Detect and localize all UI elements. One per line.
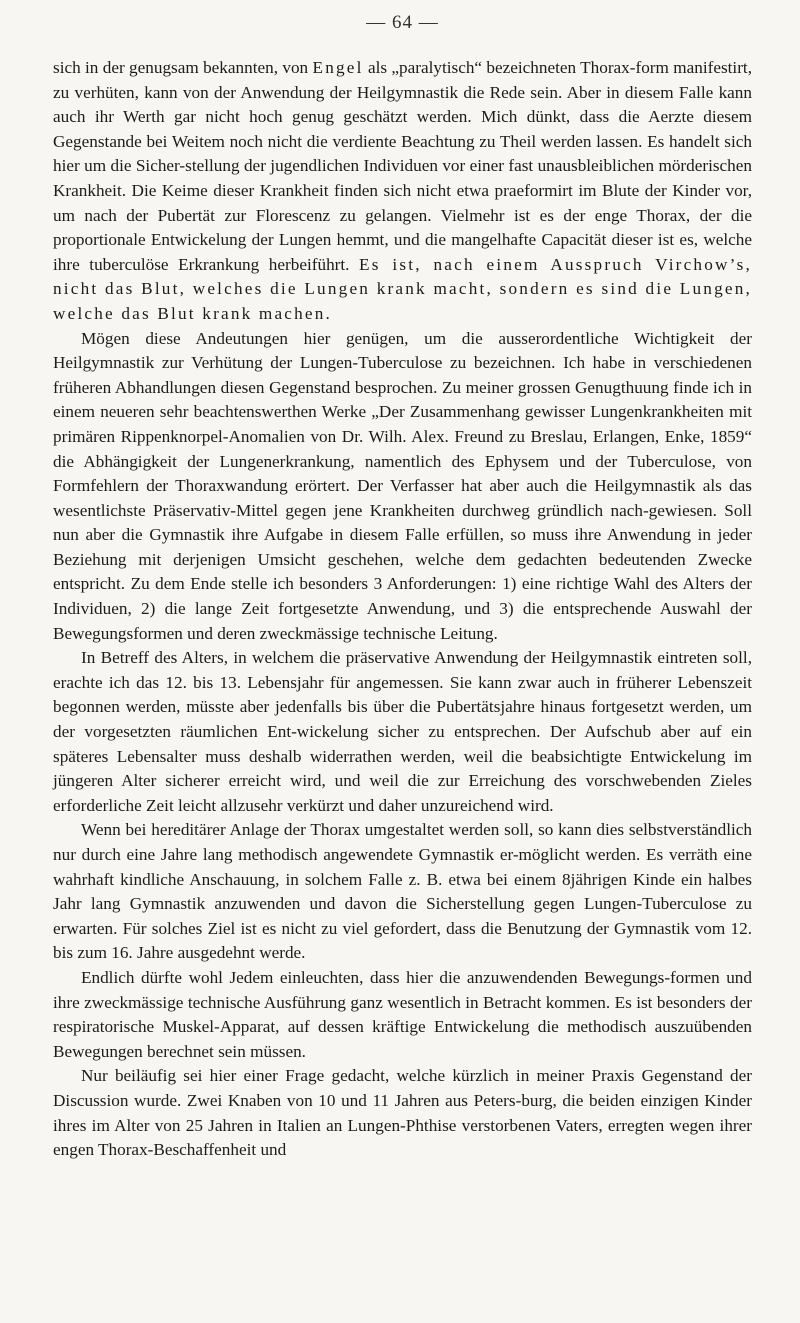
paragraph-text: In Betreff des Alters, in welchem die präservative Anwendung der Heilgymnastik eintreten soll, erachte ich das 12. bis 13. Lebensjahr für angemessen. Sie kann zwar auch in früherer Lebenszeit begonnen werden, müsste aber jedenfalls bis über die Pubertätsjahre hinaus fortgesetzt werden, um der vorgesetzten räumlichen Ent-wickelung sicher zu entsprechen. Der Aufschub aber auf ein späteres Lebensalter muss deshalb widerrathen werden, weil die beabsichtigte Entwickelung im jüngeren Alter sicherer erreicht wird, und weil die zur Erreichung des vorschwebenden Zieles erforderliche Zeit leicht allzusehr verkürzt und daher unzureichend wird. [53,648,752,815]
paragraph [53,1064,752,1162]
body-text [53,56,752,1163]
paragraph [53,818,752,966]
paragraph-text: Mögen diese Andeutungen hier genügen, um die ausserordentliche Wichtigkeit der Heilgymnastik zur Verhütung der Lungen-Tuberculose zu bezeichnen. Ich habe in verschiedenen früheren Abhandlungen diesen Gegenstand besprochen. Zu meiner grossen Genugthuung finde ich in einem neueren sehr beachtenswerthen Werke „Der Zusammenhang gewisser Lungenkrankheiten mit primären Rippenknorpel-Anomalien von Dr. Wilh. Alex. Freund zu Breslau, Erlangen, Enke, 1859“ die Abhängigkeit der Lungenerkrankung, namentlich des Ephysem und der Tuberculose, von Formfehlern der Thoraxwandung erörtert. Der Verfasser hat aber auch die Heilgymnastik als das wesentlichste Präservativ-Mittel gegen jene Krankheiten durchweg gründlich nach-gewiesen. Soll nun aber die Gymnastik ihre Aufgabe in diesem Falle erfüllen, so muss ihre Anwendung in jeder Beziehung mit derjenigen Umsicht geschehen, welche dem gedachten bedeutenden Zwecke entspricht. Zu dem Ende stelle ich besonders 3 Anforderungen: 1) eine richtige Wahl des Alters der Individuen, 2) die lange Zeit fortgesetzte Anwendung, und 3) die entsprechende Auswahl der Bewegungsformen und deren zweckmässige technische Leitung. [53,328,752,643]
paragraph-text: Nur beiläufig sei hier einer Frage gedacht, welche kürzlich in meiner Praxis Gegenstand der Discussion wurde. Zwei Knaben von 10 und 11 Jahren aus Peters-burg, die beiden einzigen Kinder ihres im Alter von 25 Jahren in Italien an Lungen-Phthise verstorbenen Vaters, erregten wegen ihrer engen Thorax-Beschaffenheit und [53,1066,752,1160]
paragraph-text: Endlich dürfte wohl Jedem einleuchten, dass hier die anzuwendenden Bewegungs-formen und ihre zweckmässige technische Ausführung ganz wesentlich in Betracht kommen. Es ist besonders der respiratorische Muskel-Apparat, auf dessen kräftige Entwickelung die methodisch auszuübenden Bewegungen berechnet sein müssen. [53,967,752,1061]
spaced-emphasis-text: Es ist, nach einem Ausspruch Virchow’s, nicht das Blut, welches die Lungen krank macht, sondern es sind die Lungen, welche das Blut krank machen. [53,254,752,323]
paragraph [53,327,752,647]
page-number-header: — 64 — [366,12,439,33]
paragraph-text: Wenn bei hereditärer Anlage der Thorax umgestaltet werden soll, so kann dies selbstverständlich nur durch eine Jahre lang methodisch angewendete Gymnastik er-möglicht werden. Es verräth eine wahrhaft kindliche Anschauung, in solchem Falle z. B. etwa bei einem 8jährigen Kinde ein halbes Jahr lang Gymnastik anzuwenden und davon die Sicherstellung gegen Lungen-Tuberculose zu erwarten. Für solches Ziel ist es nicht zu viel gefordert, dass die Benutzung der Gymnastik vom 12. bis zum 16. Jahre ausgedehnt werde. [53,820,752,963]
paragraph-text: als „paralytisch“ bezeichneten Thorax-form manifestirt, zu verhüten, kann von der Anwendung der Heilgymnastik die Rede sein. Aber in diesem Falle kann auch ihr Werth gar nicht hoch genug geschätzt werden. Mich dünkt, dass die Aerzte diesem Gegenstande bei Weitem noch nicht die verdiente Beachtung zu Theil werden lassen. Es handelt sich hier um die Sicher-stellung der jugendlichen Individuen vor einer fast unausbleiblichen mörderischen Krankheit. Die Keime dieser Krankheit finden sich nicht etwa praeformirt im Blute der Kinder vor, um nach der Pubertät zur Florescenz zu gelangen. Vielmehr ist es der enge Thorax, der die proportionale Entwickelung der Lungen hemmt, und die mangelhafte Capacität dieser ist es, welche ihre tuberculöse Erkrankung herbeiführt. [53,58,752,274]
spaced-emphasis-text: Engel [312,58,364,77]
paragraph-text: sich in der genugsam bekannten, von [53,58,313,77]
paragraph [53,966,752,1064]
paragraph [53,56,752,327]
paragraph [53,646,752,818]
